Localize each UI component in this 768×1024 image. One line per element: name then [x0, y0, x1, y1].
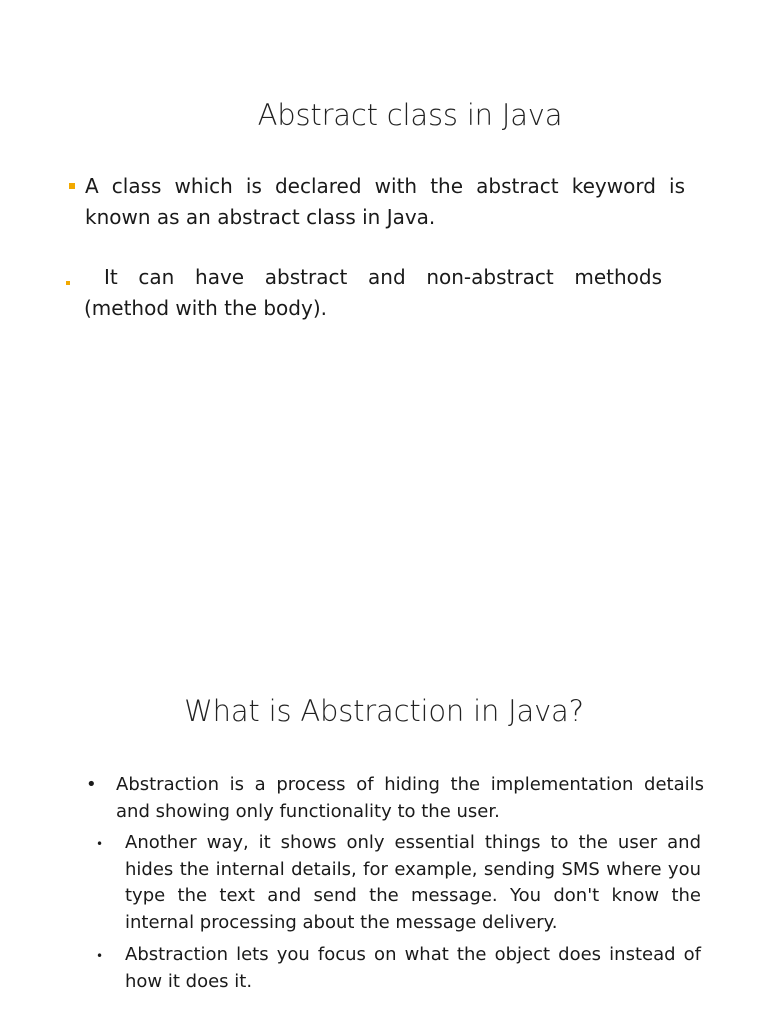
bullet-item: [125, 942, 701, 995]
bullet-text: A class which is declared with the abstract keyword is known as an abstract class in Java.: [85, 174, 685, 229]
bullet-text: Abstraction lets you focus on what the object does instead of how it does it.: [125, 944, 701, 992]
bullet-text: Abstraction is a process of hiding the implementation details and showing only functionality to the user.: [116, 774, 704, 822]
bullet-text: It can have abstract and non-abstract methods (method with the body).: [84, 265, 662, 320]
bullet-text: Another way, it shows only essential things to the user and hides the internal details, for example, sending SMS where you type the text and send the message. You don't know the internal processing about the message delivery.: [125, 832, 701, 933]
square-bullet-icon: [69, 183, 75, 189]
bullet-item: [84, 262, 662, 324]
bullet-item: [85, 171, 685, 233]
slide-title: Abstract class in Java: [257, 98, 563, 132]
bullet-dot-icon: •: [96, 837, 104, 851]
bullet-item: [116, 772, 704, 825]
square-bullet-icon: [66, 281, 70, 285]
bullet-item: [125, 830, 701, 936]
slide-what-is-abstraction: [0, 660, 768, 1024]
slide-title: What is Abstraction in Java?: [184, 694, 584, 728]
bullet-dot-icon: •: [86, 774, 97, 795]
bullet-dot-icon: •: [96, 949, 104, 963]
